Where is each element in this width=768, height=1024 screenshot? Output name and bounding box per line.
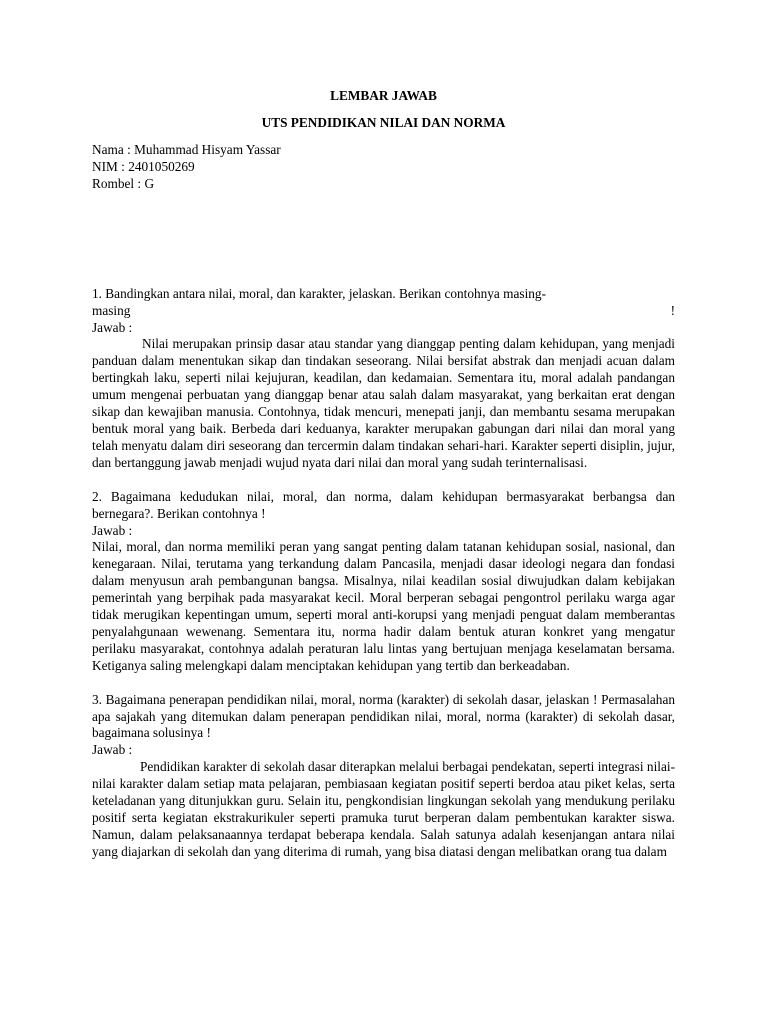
- document-body: [92, 88, 675, 861]
- question-1-text-mark: !: [670, 302, 675, 318]
- answer-1-label: Jawab :: [92, 319, 133, 335]
- question-1-text-line2: [92, 303, 675, 320]
- student-name: Nama : Muhammad Hisyam Yassar: [92, 142, 281, 157]
- question-2-block: [92, 489, 675, 675]
- question-3-block: [92, 692, 675, 861]
- answer-2-label: Jawab :: [92, 522, 133, 538]
- student-nim: NIM : 2401050269: [92, 158, 195, 174]
- question-2-text: 2. Bagaimana kedudukan nilai, moral, dan norma, dalam kehidupan bermasyarakat berbangsa dan bernegara?. Berikan contohnya !: [92, 488, 675, 521]
- student-rombel: Rombel : G: [92, 175, 155, 191]
- question-1-text-word: masing: [92, 302, 131, 318]
- question-1-block: [92, 286, 675, 472]
- answer-3-label: Jawab :: [92, 742, 133, 758]
- student-info: [92, 142, 675, 193]
- question-3-text: 3. Bagaimana penerapan pendidikan nilai, moral, norma (karakter) di sekolah dasar, jelaskan ! Permasalahan apa sajakah yang ditemukan dalam penerapan pendidikan nilai, moral, norma (karakter) di sekolah dasar, bagaimana solusinya !: [92, 691, 675, 741]
- answer-1-text: Nilai merupakan prinsip dasar atau standar yang dianggap penting dalam kehidupan, yang menjadi panduan dalam menentukan sikap dan tindakan seseorang. Nilai bersifat abstrak dan menjadi acuan dalam bertingkah laku, seperti nilai kejujuran, keadilan, dan kedamaian. Sementara itu, moral adalah pandangan umum mengenai perbuatan yang dianggap benar atau salah dalam masyarakat, yang berkaitan erat dengan sikap dan kewajiban manusia. Contohnya, tidak mencuri, menepati janji, dan membantu sesama merupakan bentuk moral yang baik. Berbeda dari keduanya, karakter merupakan gabungan dari nilai dan moral yang telah menyatu dalam diri seseorang dan tercermin dalam tindakan sehari-hari. Karakter seperti disiplin, jujur, dan bertanggung jawab menjadi wujud nyata dari nilai dan moral yang sudah terinternalisasi.: [92, 336, 675, 470]
- document-subtitle: UTS PENDIDIKAN NILAI DAN NORMA: [261, 115, 506, 130]
- answer-3-text: Pendidikan karakter di sekolah dasar diterapkan melalui berbagai pendekatan, seperti integrasi nilai-nilai karakter dalam setiap mata pelajaran, pembiasaan kegiatan positif seperti berdoa atau piket kelas, serta keteladanan yang ditunjukkan guru. Selain itu, pengkondisian lingkungan sekolah yang mendukung perilaku positif serta kegiatan ekstrakurikuler seperti pramuka turut berperan dalam pembentukan karakter siswa. Namun, dalam pelaksanaannya terdapat beberapa kendala. Salah satunya adalah kesenjangan antara nilai yang diajarkan di sekolah dan yang diterima di rumah, yang bisa diatasi dengan melibatkan orang tua dalam: [92, 759, 675, 859]
- document-title: LEMBAR JAWAB: [330, 88, 437, 103]
- answer-2-text: Nilai, moral, dan norma memiliki peran yang sangat penting dalam tatanan kehidupan sosial, nasional, dan kenegaraan. Nilai, terutama yang terkandung dalam Pancasila, menjadi dasar ideologi negara dan fondasi dalam menyusun arah pembangunan bangsa. Misalnya, nilai keadilan sosial diwujudkan dalam kebijakan pemerintah yang berpihak pada masyarakat kecil. Moral berperan sebagai pengontrol perilaku warga agar tidak merugikan kepentingan umum, seperti moral anti-korupsi yang menjadi penguat dalam memberantas penyalahgunaan wewenang. Sementara itu, norma hadir dalam bentuk aturan konkret yang mengatur perilaku masyarakat, contohnya adalah peraturan lalu lintas yang bertujuan menjaga keselamatan bersama. Ketiganya saling melengkapi dalam menciptakan kehidupan yang tertib dan berkeadaban.: [92, 539, 675, 673]
- question-1-text-line1: 1. Bandingkan antara nilai, moral, dan karakter, jelaskan. Berikan contohnya masing-: [92, 285, 546, 301]
